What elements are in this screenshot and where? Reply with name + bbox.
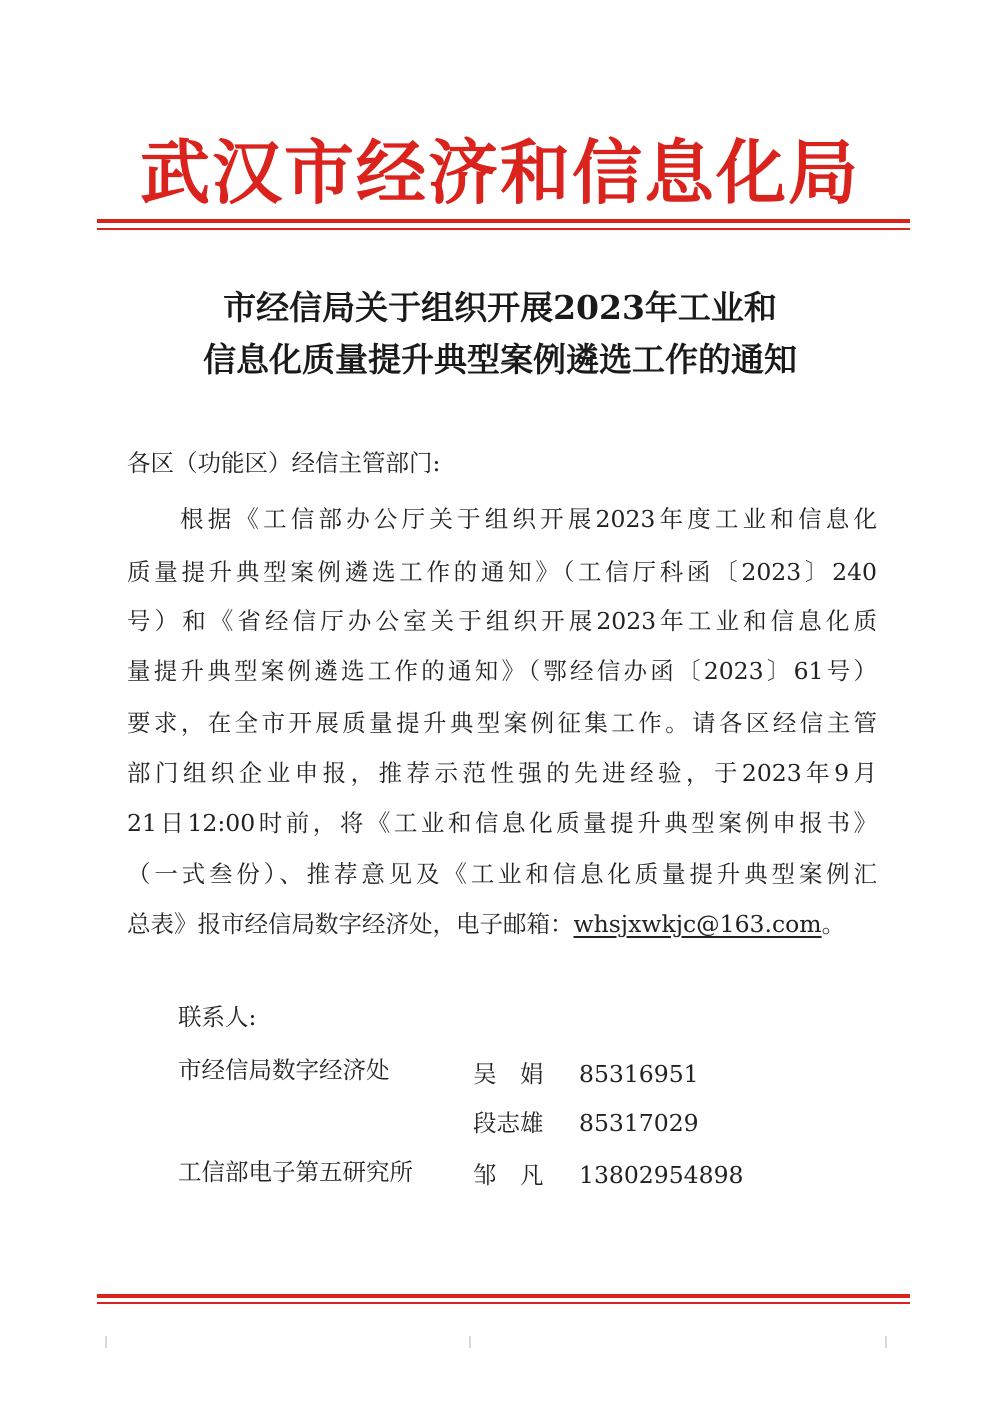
contact-name: 吴 娟: [473, 1060, 544, 1088]
contacts-label: 联系人:: [178, 1003, 257, 1031]
contact-org: 市经信局数字经济处: [178, 1056, 390, 1084]
body-line: 量提升典型案例遴选工作的通知》（鄂经信办函〔2023〕61号）: [127, 657, 877, 685]
body-line: 21日12:00时前，将《工业和信息化质量提升典型案例申报书》: [127, 809, 877, 837]
footer-rule-thick: [97, 1294, 910, 1298]
body-line: 部门组织企业申报，推荐示范性强的先进经验，于2023年9月: [127, 759, 877, 787]
letterhead-rule-thin: [97, 228, 910, 230]
contact-phone: 13802954898: [579, 1161, 744, 1189]
body-line: （一式叁份）、推荐意见及《工业和信息化质量提升典型案例汇: [127, 860, 877, 888]
scan-binding-mark: [469, 1336, 471, 1348]
contact-org: 工信部电子第五研究所: [178, 1158, 413, 1186]
body-last-line: [127, 907, 845, 941]
body-last-line-end: 。: [821, 910, 846, 938]
body-line: 根据《工信部办公厅关于组织开展2023年度工业和信息化: [180, 505, 877, 533]
document-title-line-1: 市经信局关于组织开展2023年工业和: [223, 288, 777, 327]
body-line: 号）和《省经信厅办公室关于组织开展2023年工业和信息化质: [127, 607, 877, 635]
scan-binding-mark: [105, 1336, 107, 1348]
scan-binding-mark: [885, 1336, 887, 1348]
contact-phone: 85317029: [579, 1109, 699, 1137]
contact-name: 段志雄: [473, 1109, 544, 1137]
letterhead-org-name: 武汉市经济和信息化局: [140, 131, 860, 214]
email-link[interactable]: whsjxwkjc@163.com: [573, 910, 822, 938]
body-last-line-text: 总表》报市经信局数字经济处，电子邮箱：: [127, 910, 574, 938]
letterhead-rule-thick: [97, 219, 910, 223]
body-line: 质量提升典型案例遴选工作的通知》（工信厅科函〔2023〕240: [127, 558, 877, 586]
body-line: 要求，在全市开展质量提升典型案例征集工作。请各区经信主管: [127, 709, 877, 737]
contact-phone: 85316951: [579, 1060, 699, 1088]
footer-rule-thin: [97, 1302, 910, 1304]
salutation: 各区（功能区）经信主管部门:: [127, 449, 441, 477]
contact-name: 邹 凡: [473, 1161, 544, 1189]
document-title-line-2: 信息化质量提升典型案例遴选工作的通知: [203, 340, 797, 379]
